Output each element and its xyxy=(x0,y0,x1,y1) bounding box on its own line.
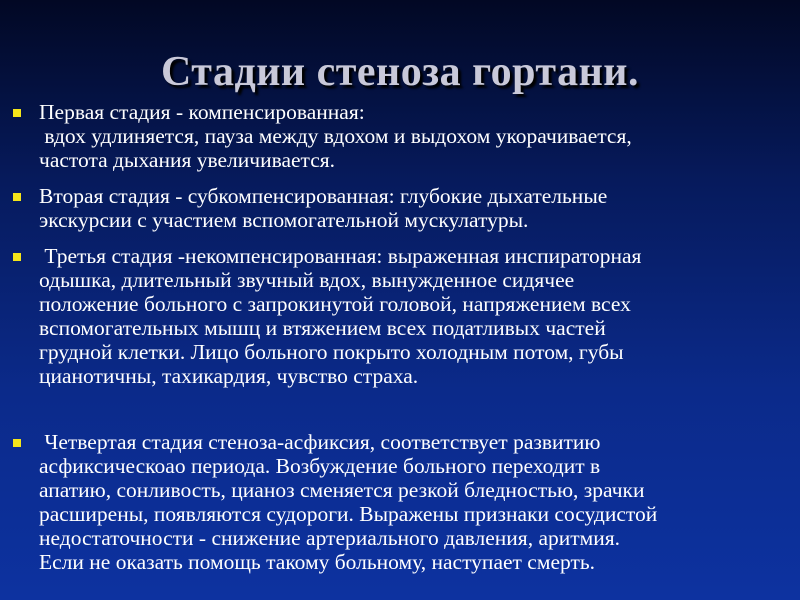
bullet-item-stage-1 xyxy=(12,100,792,172)
square-bullet-icon xyxy=(13,193,21,201)
bullet-line: апатию, сонливость, цианоз сменяется резкой бледностью, зрачки xyxy=(39,478,645,502)
bullet-line: Если не оказать помощь такому больному, наступает смерть. xyxy=(39,550,596,574)
bullet-line: цианотичны, тахикардия, чувство страха. xyxy=(39,364,419,388)
bullet-item-stage-4 xyxy=(12,430,792,574)
bullet-line: вдох удлиняется, пауза между вдохом и выдохом укорачивается, xyxy=(39,124,632,148)
bullet-line: Вторая стадия - субкомпенсированная: глубокие дыхательные xyxy=(39,184,608,208)
square-bullet-icon xyxy=(13,109,21,117)
bullet-line: Четвертая стадия стеноза-асфиксия, соответствует развитию xyxy=(39,430,601,454)
bullet-item-stage-2 xyxy=(12,184,792,232)
bullet-line: вспомогательных мышц и втяжением всех податливых частей xyxy=(39,316,606,340)
bullet-line: грудной клетки. Лицо больного покрыто холодным потом, губы xyxy=(39,340,624,364)
square-bullet-icon xyxy=(13,439,21,447)
bullet-list xyxy=(12,100,792,574)
bullet-line: одышка, длительный звучный вдох, вынужденное сидячее xyxy=(39,268,575,292)
bullet-item-stage-3 xyxy=(12,244,792,388)
bullet-line: асфиксическоао периода. Возбуждение больного переходит в xyxy=(39,454,601,478)
bullet-line: положение больного с запрокинутой головой, напряжением всех xyxy=(39,292,631,316)
square-bullet-icon xyxy=(13,253,21,261)
bullet-line: частота дыхания увеличивается. xyxy=(39,148,336,172)
bullet-line: Третья стадия -некомпенсированная: выраженная инспираторная xyxy=(39,244,642,268)
bullet-line: расширены, появляются судороги. Выражены признаки сосудистой xyxy=(39,502,658,526)
bullet-line: Первая стадия - компенсированная: xyxy=(39,100,365,124)
bullet-line: экскурсии с участием вспомогательной мускулатуры. xyxy=(39,208,529,232)
bullet-line: недостаточности - снижение артериального давления, аритмия. xyxy=(39,526,621,550)
slide-title: Стадии стеноза гортани. xyxy=(161,49,639,95)
